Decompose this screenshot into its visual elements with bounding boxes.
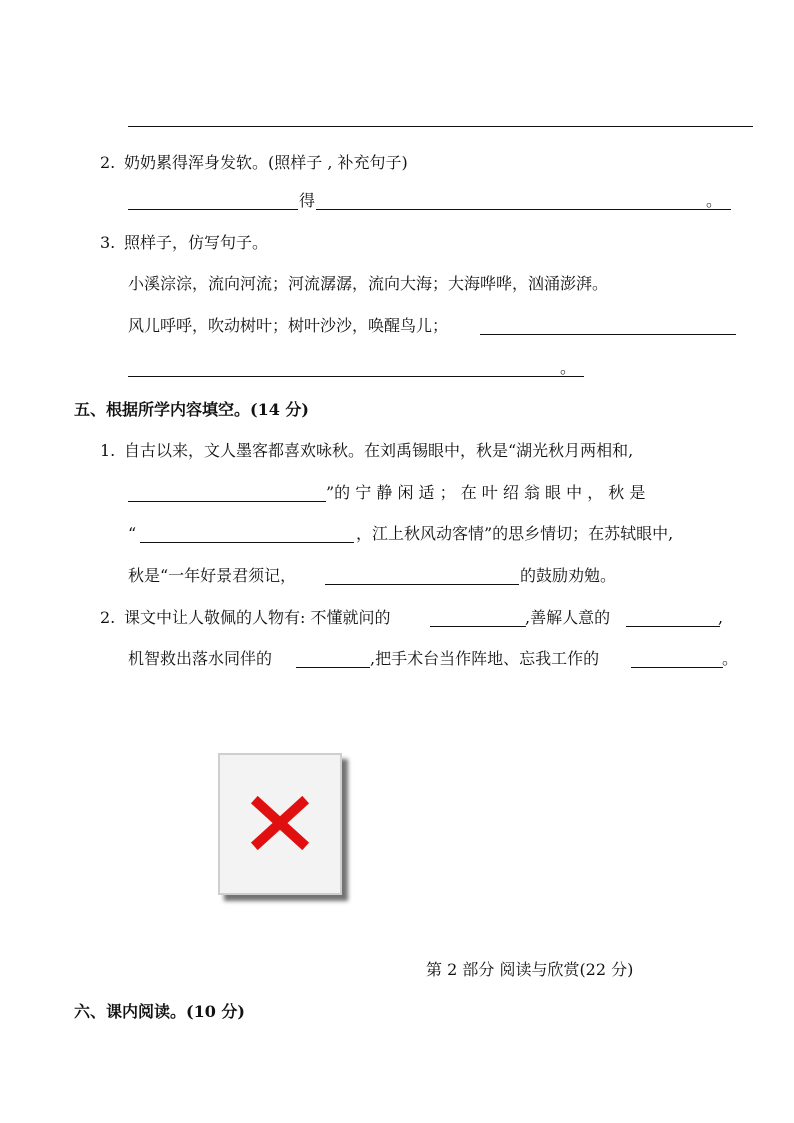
part2-title: 第 2 部分 阅读与欣赏(22 分) (426, 960, 634, 979)
q5-item2-text-e: ,把手术台当作阵地、忘我工作的 (370, 649, 600, 668)
q5-item1-line3: ，江上秋风动客情”的思乡情切；在苏轼眼中, (356, 524, 674, 543)
q6-heading: 六、课内阅读。(10 分) (74, 1002, 245, 1021)
q5-item2-text-a: 课文中让人敬佩的人物有: 不懂就问的 (124, 608, 391, 627)
q4-item3-text: 照样子，仿写句子。 (124, 233, 269, 252)
q4-item2-mid-char: 得 (299, 191, 316, 210)
broken-image-icon (218, 753, 342, 895)
q5-item2-blank-2[interactable] (626, 626, 720, 627)
q4-item2-end-mark: 。 (706, 191, 723, 210)
q5-item2-text-b: ,善解人意的 (525, 608, 611, 627)
q5-item1-line2: ”的 宁 静 闲 适 ； 在 叶 绍 翁 眼 中 ， 秋 是 (326, 483, 646, 502)
q5-item1-line4-end: 的鼓励劝勉。 (520, 566, 617, 585)
q4-item3-blank-2[interactable] (128, 376, 584, 377)
q5-item2-blank-1[interactable] (430, 626, 526, 627)
q5-item1-line3-open: “ (128, 524, 137, 543)
q4-item2-text: 奶奶累得浑身发软。(照样子 , 补充句子) (124, 153, 408, 172)
q5-item1-blank-3[interactable] (325, 584, 519, 585)
q5-item2-blank-3[interactable] (296, 667, 370, 668)
q4-item3-blank-1[interactable] (480, 334, 736, 335)
q5-item2-number: 2. (100, 608, 116, 627)
q4-item3-prompt: 风儿呼呼，吹动树叶；树叶沙沙，唤醒鸟儿； (128, 316, 449, 335)
answer-line-top[interactable] (128, 126, 753, 127)
q5-item2-text-f: 。 (722, 649, 739, 668)
q4-item2-number: 2. (100, 153, 116, 172)
q5-item1-number: 1. (100, 441, 116, 460)
q5-item1-blank-2[interactable] (140, 542, 354, 543)
q5-item2-blank-4[interactable] (631, 667, 723, 668)
q5-heading: 五、根据所学内容填空。(14 分) (74, 400, 309, 419)
q4-item2-blank-1[interactable] (128, 209, 298, 210)
q5-item1-blank-1[interactable] (128, 501, 326, 502)
q4-item2-blank-2[interactable] (316, 209, 731, 210)
q4-item3-number: 3. (100, 233, 116, 252)
q5-item1-line4-start: 秋是“一年好景君须记， (128, 566, 297, 585)
q5-item2-text-c: , (718, 608, 724, 627)
q5-item1-line1: 自古以来，文人墨客都喜欢咏秋。在刘禹锡眼中，秋是“湖光秋月两相和, (124, 441, 634, 460)
q5-item2-text-d: 机智救出落水同伴的 (128, 649, 273, 668)
q4-item3-end-mark: 。 (560, 358, 577, 377)
q4-item3-example: 小溪淙淙，流向河流；河流潺潺，流向大海；大海哗哗，汹涌澎湃。 (128, 274, 609, 293)
red-x-icon (250, 793, 310, 853)
